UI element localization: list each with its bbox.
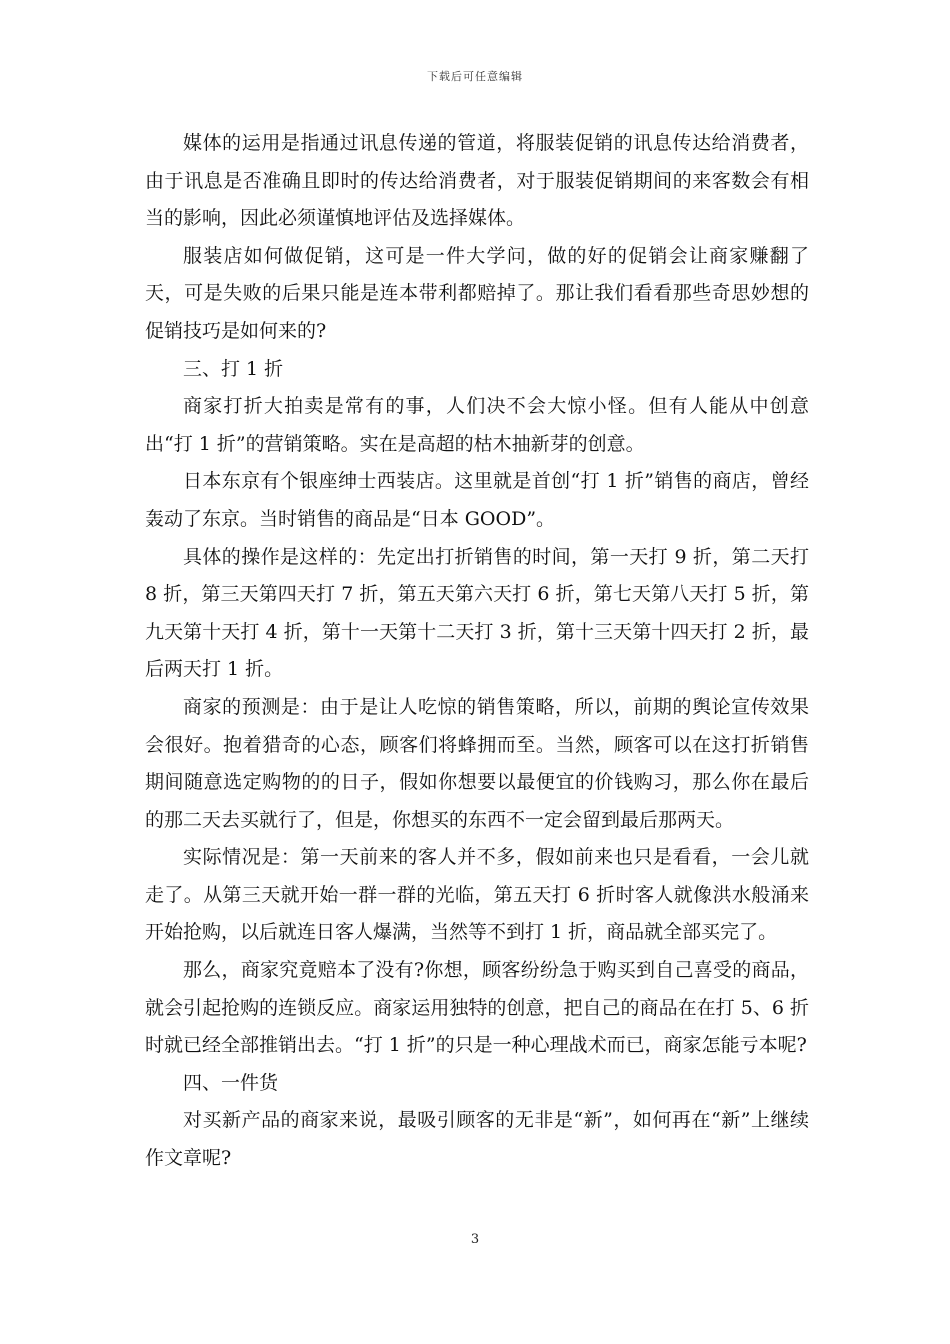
page-number: 3 [470, 1232, 480, 1247]
page-header: 下载后可任意编辑 [427, 70, 523, 83]
paragraph: 对买新产品的商家来说，最吸引顾客的无非是“新”，如何再在“新”上继续作文章呢? [145, 1109, 809, 1170]
paragraph: 商家的预测是：由于是让人吃惊的销售策略，所以，前期的舆论宣传效果会很好。抱着猎奇的心态，顾客们将蜂拥而至。当然，顾客可以在这打折销售期间随意选定购物的的日子，假如你想要以最便宜的价钱购习，那么你在最后的那二天去买就行了，但是，你想买的东西不一定会留到最后那两天。 [145, 695, 809, 831]
paragraph: 日本东京有个银座绅士西装店。这里就是首创“打 1 折”销售的商店，曾经轰动了东京。当时销售的商品是“日本 GOOD”。 [145, 470, 809, 530]
paragraph: 商家打折大拍卖是常有的事，人们决不会大惊小怪。但有人能从中创意出“打 1 折”的营销策略。实在是高超的枯木抽新芽的创意。 [145, 395, 809, 455]
section-heading: 三、打 1 折 [183, 357, 284, 380]
section-heading: 四、一件货 [183, 1071, 279, 1094]
paragraph: 实际情况是：第一天前来的客人并不多，假如前来也只是看看，一会儿就走了。从第三天就开始一群一群的光临，第五天打 6 折时客人就像洪水般涌来开始抢购，以后就连日客人爆满，当然等不到打 1 折，商品就全部买完了。 [145, 846, 809, 944]
paragraph: 服装店如何做促销，这可是一件大学问，做的好的促销会让商家赚翻了天，可是失败的后果只能是连本带利都赔掉了。那让我们看看那些奇思妙想的促销技巧是如何来的? [145, 244, 809, 342]
paragraph: 媒体的运用是指通过讯息传递的管道，将服装促销的讯息传达给消费者，由于讯息是否准确且即时的传达给消费者，对于服装促销期间的来客数会有相当的影响，因此必须谨慎地评估及选择媒体。 [145, 132, 809, 230]
paragraph: 具体的操作是这样的：先定出打折销售的时间，第一天打 9 折，第二天打 8 折，第三天第四天打 7 折，第五天第六天打 6 折，第七天第八天打 5 折，第九天第十天打 4 折，第十一天第十二天打 3 折，第十三天第十四天打 2 折，最后两天打 1 折。 [145, 545, 816, 681]
document-body [145, 125, 816, 1178]
paragraph: 那么，商家究竟赔本了没有?你想，顾客纷纷急于购买到自己喜受的商品，就会引起抢购的连锁反应。商家运用独特的创意，把自己的商品在在打 5、6 折时就已经全部推销出去。“打 1 折”的只是一种心理战术而已，商家怎能亏本呢? [145, 959, 809, 1057]
